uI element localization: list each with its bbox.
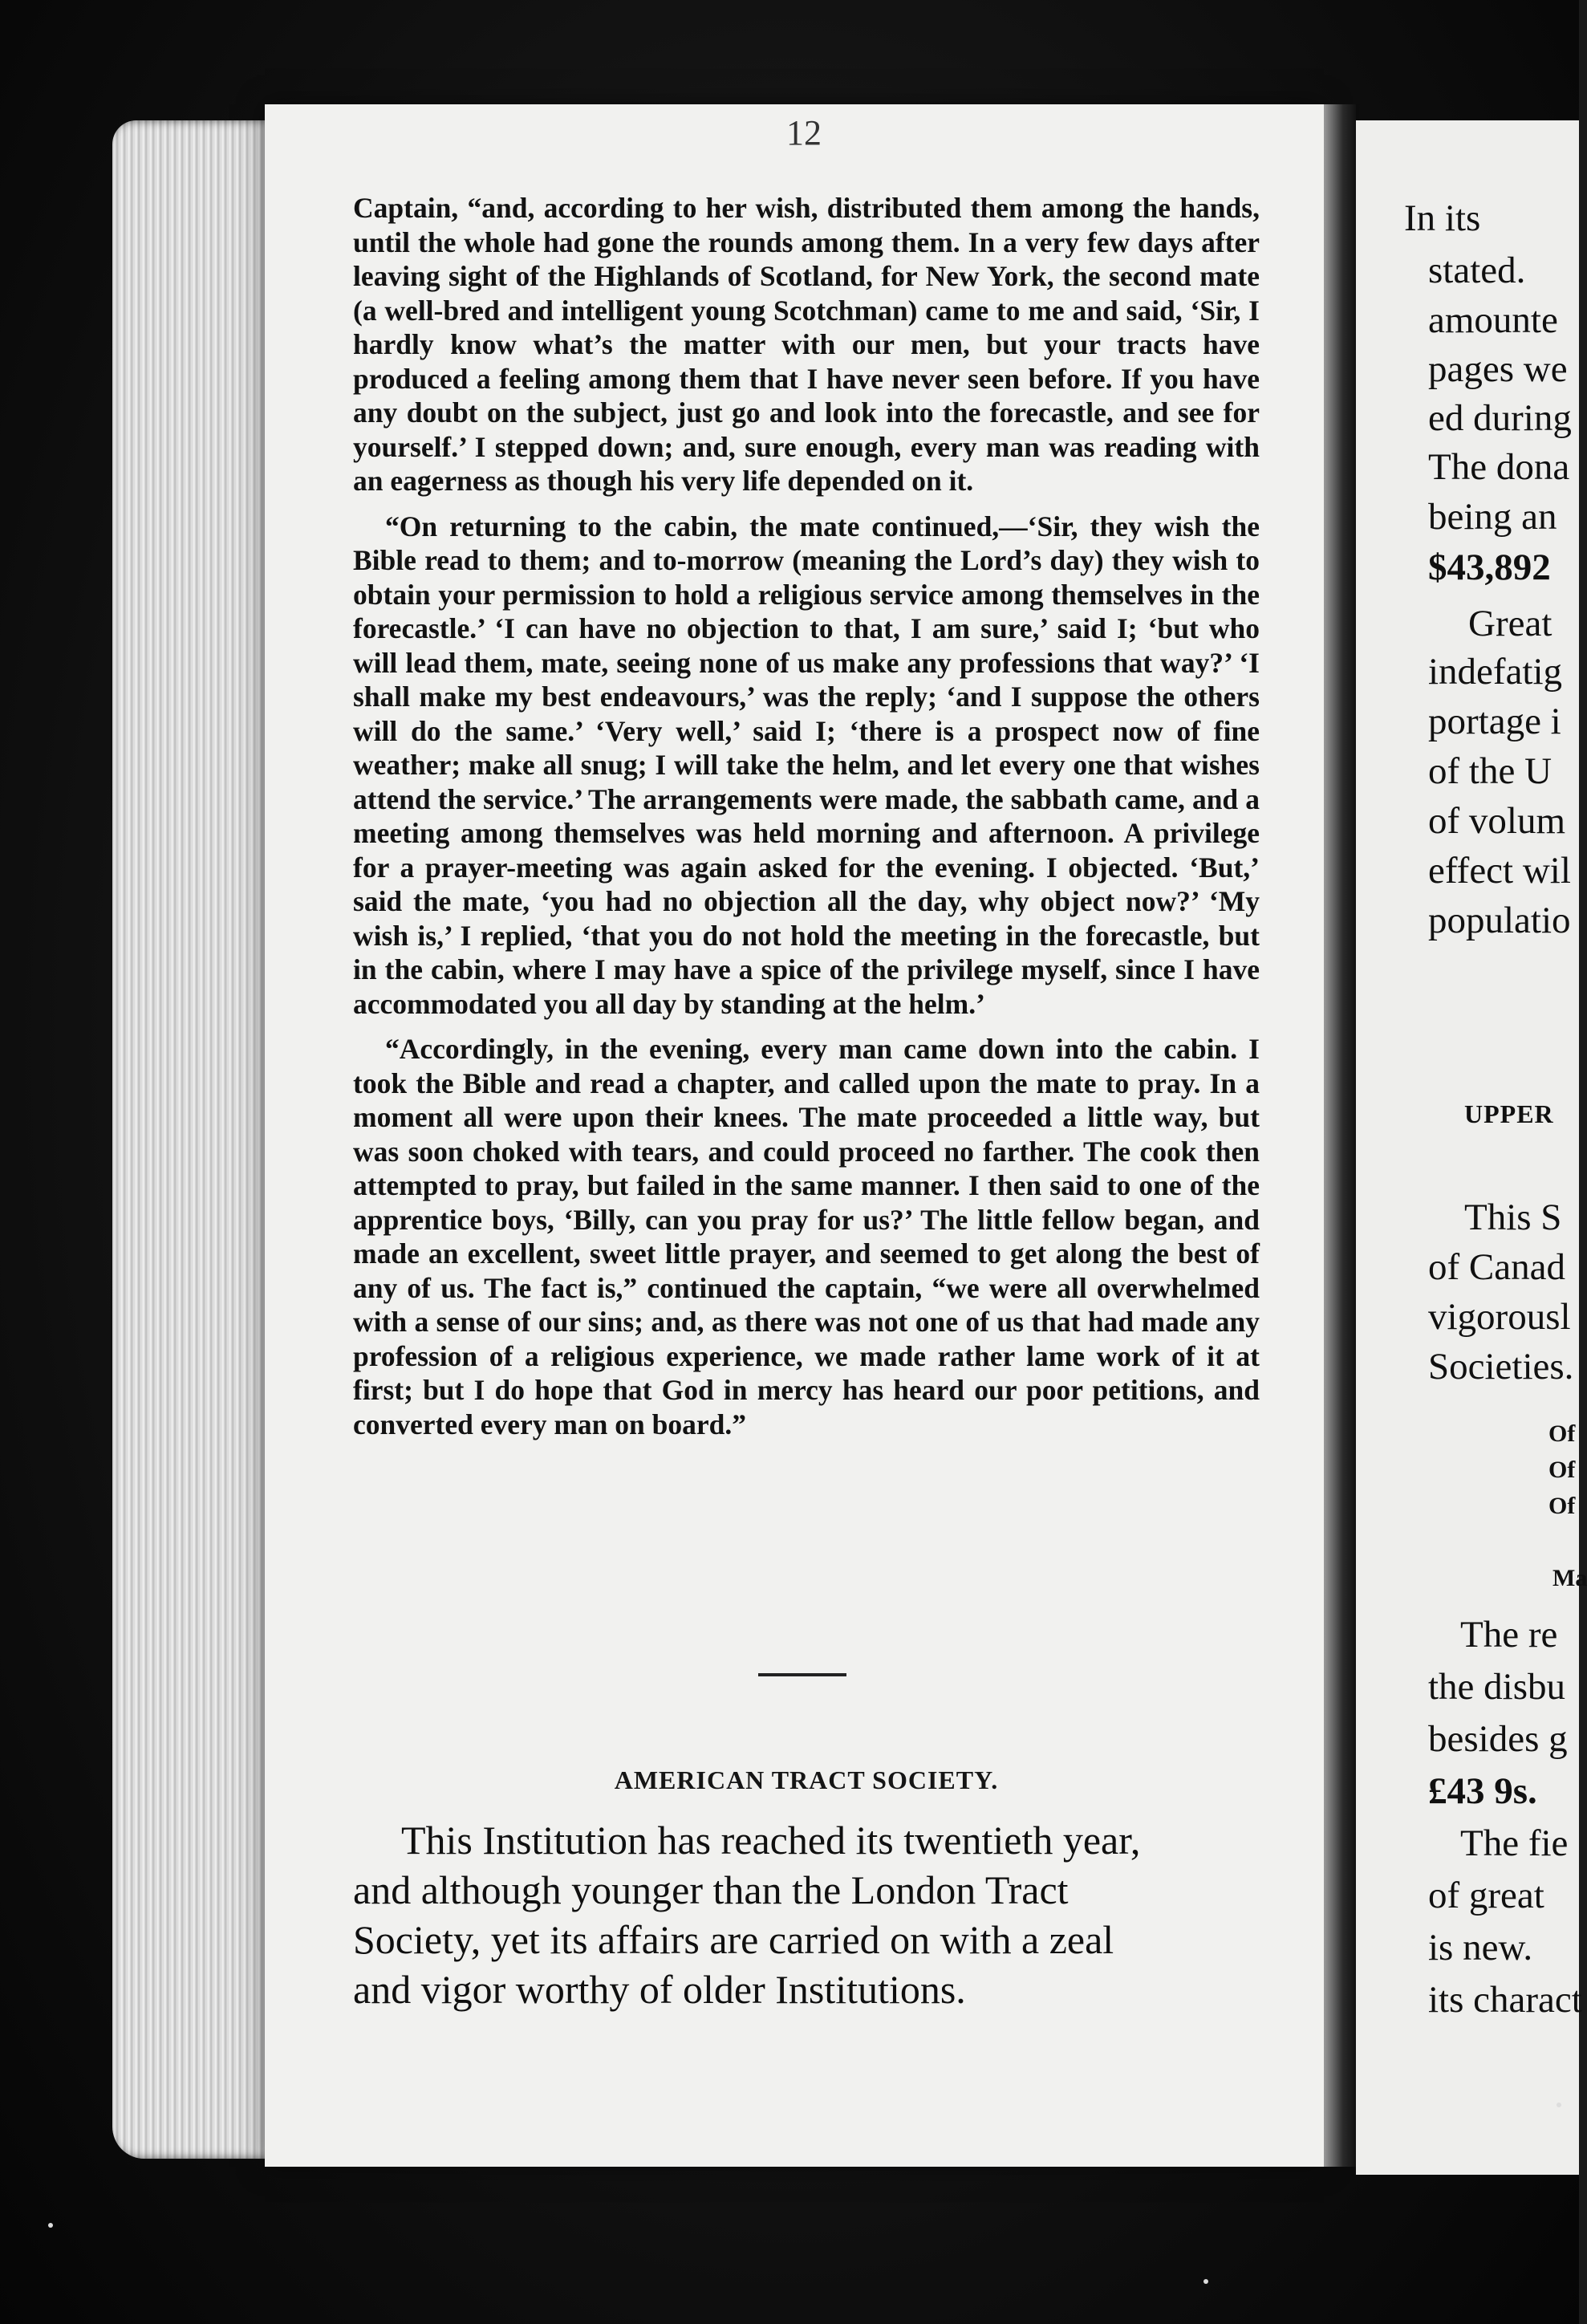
book-page-edges — [112, 120, 273, 2159]
book-gutter — [1324, 104, 1356, 2167]
right-page — [1356, 120, 1587, 2175]
page-number: 12 — [786, 113, 822, 152]
right-page-line: of volum — [1428, 800, 1566, 842]
right-page-line: The fie — [1460, 1822, 1569, 1864]
right-page-line: the disbu — [1428, 1666, 1566, 1708]
section-heading: AMERICAN TRACT SOCIETY. — [614, 1765, 999, 1794]
right-page-line: indefatig — [1428, 651, 1563, 693]
right-page-line: is new. — [1428, 1927, 1533, 1968]
right-page-line: Of — [1548, 1457, 1576, 1483]
lead-line: and vigor worthy of older Institutions. — [353, 1967, 966, 2012]
right-page-line: ed during — [1428, 397, 1572, 439]
section-divider — [758, 1673, 846, 1676]
right-page-line: The re — [1460, 1614, 1558, 1656]
right-page-line: Of — [1548, 1420, 1576, 1447]
lead-line: and although younger than the London Tract — [353, 1867, 1069, 1912]
right-page-line: The dona — [1428, 446, 1570, 488]
right-page-line: of great — [1428, 1875, 1544, 1916]
dust-speck — [1203, 2279, 1208, 2284]
right-page-line: Great — [1468, 603, 1552, 644]
right-page-line: stated. — [1428, 250, 1526, 291]
right-page-line: £43 9s. — [1428, 1770, 1537, 1812]
dust-speck — [1557, 2103, 1561, 2107]
dust-speck — [48, 2223, 53, 2228]
right-page-line: being an — [1428, 496, 1557, 538]
right-page-line: This S — [1464, 1197, 1562, 1238]
paragraph: Captain, “and, according to her wish, distributed them among the hands, until the whole had gone the rounds among them. In a very few days after leaving sight of the Highlands of Scotland, for New York, the second mate (a well-bred and intelligent young Scotchman) came to me and said, ‘Sir, I hardly know what’s the matter with our men, but your tracts have produced a feeling among them that I have never seen before. If you have any doubt on the subject, just go and look into the forecastle, and see for yourself.’ I stepped down; and, sure enough, every man was reading with an eagerness as though his very life depended on it. — [353, 192, 1260, 497]
right-page-line: of Canad — [1428, 1246, 1565, 1288]
right-page-line: besides g — [1428, 1718, 1568, 1760]
paragraph: “Accordingly, in the evening, every man came down into the cabin. I took the Bible and read a chapter, and called upon the mate to pray. In a moment all were upon their knees. The mate proceeded a little way, but was soon choked with tears, and could proceed no farther. The cook then attempted to pray, but failed in the same manner. I then said to one of the apprentice boys, ‘Billy, can you pray for us?’ The little fellow began, and made an excellent, sweet little prayer, and seemed to get along the best of any of us. The fact is,” continued the captain, “we were all overwhelmed with a sense of our sins; and, as there was not one of us that had made any profession of a religious experience, we made rather lame work of it at first; but I do hope that God in mercy has heard our poor petitions, and converted every man on board.” — [353, 1033, 1260, 1440]
lead-paragraph — [353, 1815, 1260, 2014]
right-page-line: Of — [1548, 1493, 1576, 1519]
right-page-heading: UPPER — [1464, 1099, 1554, 1128]
right-page-line: amounte — [1428, 299, 1558, 341]
right-page-line: effect wil — [1428, 850, 1571, 892]
right-page-line: populatio — [1428, 900, 1571, 941]
right-page-line: Societies. — [1428, 1346, 1574, 1387]
paragraph: “On returning to the cabin, the mate continued,—‘Sir, they wish the Bible read to them; and to-morrow (meaning the Lord’s day) they wish to obtain your permission to hold a religious service among themselves in the forecastle.’ ‘I can have no objection to that, I am sure,’ said I; ‘but who will lead them, mate, seeing none of us make any professions that way?’ ‘I shall make my best endeavours,’ was the reply; ‘and I suppose the others will do the same.’ ‘Very well,’ said I; ‘there is a prospect now of fine weather; make all snug; I will take the helm, and let every one that wishes attend the service.’ The arrangements were made, the sabbath came, and a meeting among themselves was held morning and afternoon. A privilege for a prayer-meeting was again asked for the evening. I objected. ‘But,’ said the mate, ‘you had no objection all the day, why object now?’ ‘My wish is,’ I replied, ‘that you do not hold the meeting in the forecastle, but in the cabin, where I may have a spice of the privilege myself, since I have accommodated you all day by standing at the helm.’ — [353, 510, 1260, 1020]
lead-line: Society, yet its affairs are carried on with a zeal — [353, 1917, 1114, 1962]
right-page-line: its charact — [1428, 1979, 1582, 2021]
lead-line: This Institution has reached its twentieth year, — [401, 1818, 1141, 1863]
right-page-line: Ma — [1552, 1565, 1587, 1591]
right-page-line: $43,892 — [1428, 546, 1551, 588]
right-page-line: vigorousl — [1428, 1296, 1571, 1338]
right-page-line: In its — [1404, 197, 1481, 239]
right-page-line: of the U — [1428, 750, 1552, 792]
right-page-line: pages we — [1428, 348, 1568, 390]
body-text — [353, 191, 1260, 1452]
right-page-line: portage i — [1428, 701, 1561, 742]
